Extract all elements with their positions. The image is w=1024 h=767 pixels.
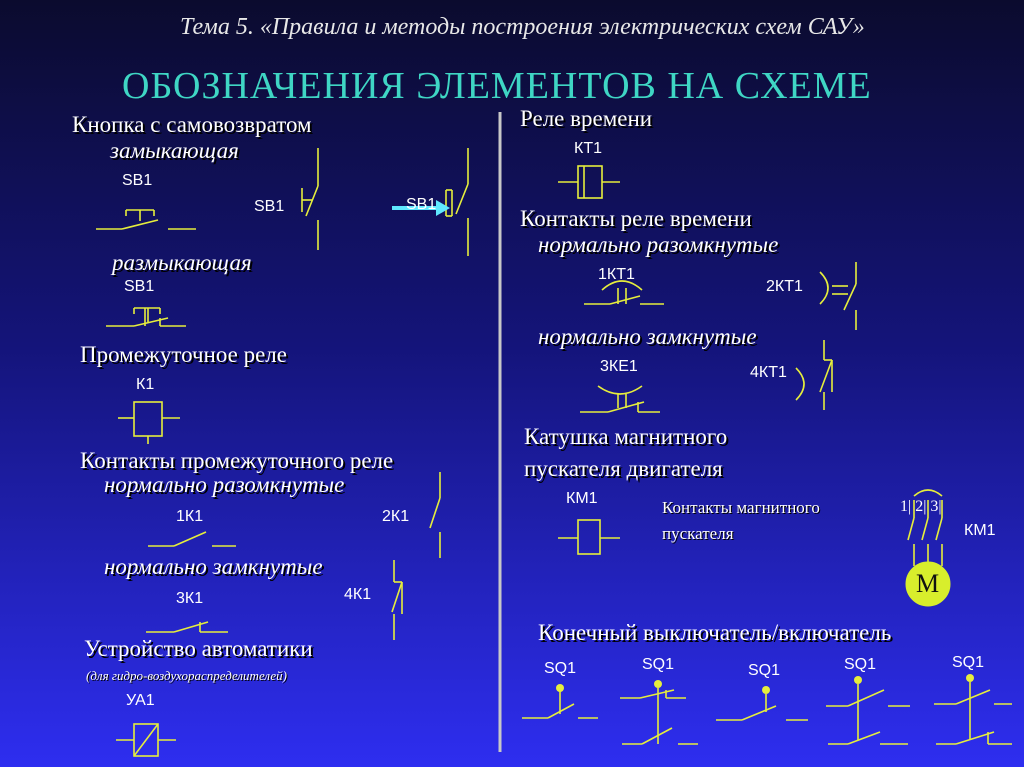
timer-relay-symbol bbox=[558, 166, 620, 198]
label-sq1: SQ1 bbox=[544, 660, 577, 677]
solenoid-symbol bbox=[116, 724, 176, 756]
limit-switch-dot bbox=[762, 686, 770, 694]
relay-no-contact-vertical-symbol bbox=[430, 472, 440, 558]
contacts-title-line2: пускателя bbox=[662, 524, 734, 543]
coil-title-line1: Катушка магнитного bbox=[524, 424, 728, 449]
limit-switch-dot bbox=[556, 684, 564, 692]
label-sq1: SQ1 bbox=[844, 656, 877, 673]
relay-coil-symbol bbox=[118, 402, 180, 444]
label-1kt1: 1КТ1 bbox=[598, 266, 635, 283]
button-closing-vertical-symbol bbox=[302, 148, 318, 250]
label-sq1: SQ1 bbox=[642, 656, 675, 673]
label-sb1: SB1 bbox=[122, 172, 153, 189]
label-km1: КМ1 bbox=[566, 490, 598, 507]
button-opening-symbol bbox=[106, 308, 186, 326]
label-2k1: 2К1 bbox=[382, 508, 410, 525]
phase-numbers: 1| 2| 3| bbox=[900, 498, 942, 515]
limit-switch-symbol bbox=[826, 684, 910, 744]
limit-switch-symbol bbox=[716, 694, 808, 720]
timer-no-contact-vertical-symbol bbox=[820, 262, 856, 330]
relay-nc-contact-vertical-symbol bbox=[392, 560, 402, 640]
label-3ke1: 3КЕ1 bbox=[600, 358, 638, 375]
limit-switch-symbol bbox=[522, 690, 598, 718]
timer-contacts-title: Контакты реле времени bbox=[520, 206, 752, 231]
label-k1: К1 bbox=[136, 376, 155, 393]
relay-title: Промежуточное реле bbox=[80, 342, 287, 367]
timer-no-label: нормально разомкнутые bbox=[538, 232, 779, 257]
page-title: ОБОЗНАЧЕНИЯ ЭЛЕМЕНТОВ НА СХЕМЕ bbox=[122, 65, 872, 107]
coil-title-line2: пускателя двигателя bbox=[524, 456, 723, 481]
timer-nc-contact-vertical-symbol bbox=[796, 340, 832, 410]
relay-nc-label: нормально замкнутые bbox=[104, 554, 323, 579]
button-vertical-alt-symbol bbox=[446, 148, 468, 256]
header-topic: Тема 5. «Правила и методы построения электрических схем САУ» bbox=[180, 14, 865, 40]
label-4kt1: 4КТ1 bbox=[750, 364, 787, 381]
button-title: Кнопка с самовозвратом bbox=[72, 112, 312, 137]
label-1k1: 1К1 bbox=[176, 508, 204, 525]
limit-switch-dot bbox=[966, 674, 974, 682]
limit-switch-title: Конечный выключатель/включатель bbox=[538, 620, 892, 645]
relay-nc-contact-symbol bbox=[146, 622, 228, 632]
automation-title: Устройство автоматики bbox=[84, 636, 313, 661]
label-sb1: SB1 bbox=[254, 198, 285, 215]
closing-label: замыкающая bbox=[110, 138, 239, 163]
automation-note: (для гидро-воздухораспределителей) bbox=[86, 668, 287, 683]
label-sq1: SQ1 bbox=[748, 662, 781, 679]
timer-nc-label: нормально замкнутые bbox=[538, 324, 757, 349]
label-km1: КМ1 bbox=[964, 522, 996, 539]
motor-label: М bbox=[916, 569, 940, 598]
label-kt1: КТ1 bbox=[574, 140, 602, 157]
relay-contacts-title: Контакты промежуточного реле bbox=[80, 448, 394, 473]
label-ya1: УА1 bbox=[126, 692, 155, 709]
limit-switch-dot bbox=[854, 676, 862, 684]
timer-nc-contact-symbol bbox=[580, 386, 660, 412]
relay-no-label: нормально разомкнутые bbox=[104, 472, 345, 497]
label-sb1: SB1 bbox=[406, 196, 437, 213]
label-4k1: 4К1 bbox=[344, 586, 372, 603]
contacts-title-line1: Контакты магнитного bbox=[662, 498, 820, 517]
label-sq1: SQ1 bbox=[952, 654, 985, 671]
opening-label: размыкающая bbox=[112, 250, 252, 275]
timer-no-contact-symbol bbox=[584, 281, 664, 304]
timer-title: Реле времени bbox=[520, 106, 653, 131]
button-closing-symbol bbox=[96, 210, 196, 229]
limit-switch-dot bbox=[654, 680, 662, 688]
limit-switch-symbol bbox=[934, 682, 1012, 744]
relay-no-contact-symbol bbox=[148, 532, 236, 546]
starter-coil-symbol bbox=[558, 520, 620, 554]
label-sb1: SB1 bbox=[124, 278, 155, 295]
label-3k1: 3К1 bbox=[176, 590, 204, 607]
label-2kt1: 2КТ1 bbox=[766, 278, 803, 295]
limit-switch-symbol bbox=[620, 688, 698, 744]
